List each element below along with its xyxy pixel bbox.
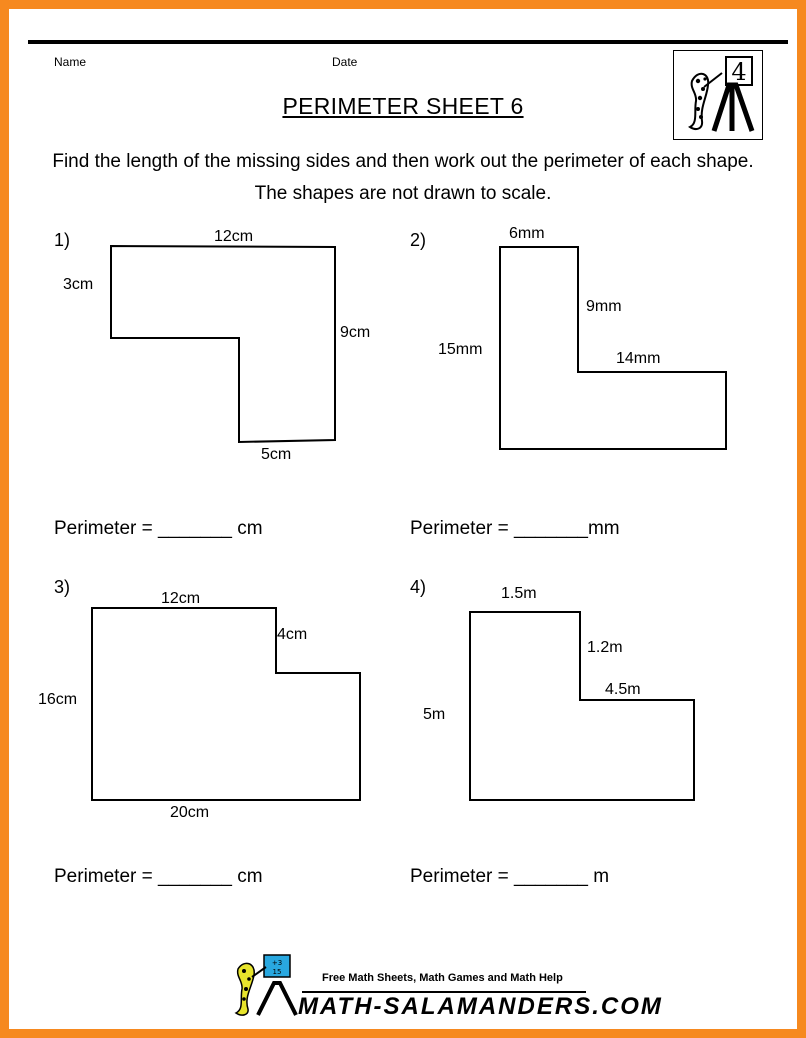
q2-label-inner-horizontal: 14mm: [616, 350, 661, 367]
q1-label-left: 3cm: [63, 276, 94, 293]
shape-1-outline: [111, 246, 335, 442]
instructions: Find the length of the missing sides and then work out the perimeter of each shape. The shapes are not drawn to scale.: [52, 151, 754, 204]
question-3-number: 3): [54, 577, 71, 597]
q2-perimeter-answer[interactable]: Perimeter = _______mm: [410, 518, 620, 539]
q4-label-inner-vertical: 1.2m: [587, 639, 623, 656]
shape-2-outline: [500, 247, 726, 449]
svg-text:+3: +3: [271, 959, 283, 967]
question-4-number: 4): [410, 577, 427, 597]
shape-4-outline: [470, 612, 694, 800]
q4-label-left: 5m: [423, 706, 446, 723]
worksheet-page: [9, 9, 797, 1029]
svg-text:15: 15: [272, 968, 282, 976]
footer-logo: [224, 949, 663, 1020]
shape-3-outline: [92, 608, 360, 800]
footer-tagline: Free Math Sheets, Math Games and Math Help: [322, 972, 563, 984]
q3-label-bottom: 20cm: [170, 804, 210, 821]
salamander-mascot-icon: [224, 949, 304, 1019]
q3-label-notch: 4cm: [277, 626, 308, 643]
q1-label-top: 12cm: [214, 228, 254, 245]
q4-label-top: 1.5m: [501, 585, 537, 602]
q2-label-inner-vertical: 9mm: [586, 298, 622, 315]
q2-label-left: 15mm: [438, 341, 483, 358]
q1-perimeter-answer[interactable]: Perimeter = _______ cm: [54, 518, 263, 539]
date-label: Date: [332, 55, 358, 69]
grade-number: 4: [731, 58, 747, 86]
q4-perimeter-answer[interactable]: Perimeter = _______ m: [410, 866, 610, 887]
q1-label-right: 9cm: [340, 324, 371, 341]
q4-label-inner-horizontal: 4.5m: [605, 681, 641, 698]
q3-label-top: 12cm: [161, 590, 201, 607]
page-title: PERIMETER SHEET 6: [282, 93, 524, 119]
question-2-number: 2): [410, 230, 427, 250]
question-1-number: 1): [54, 230, 71, 250]
name-label: Name: [54, 55, 87, 69]
q3-label-left: 16cm: [38, 691, 78, 708]
q1-label-bottom: 5cm: [261, 446, 292, 463]
footer-site-name[interactable]: MATH-SALAMANDERS.COM: [298, 993, 663, 1020]
q3-perimeter-answer[interactable]: Perimeter = _______ cm: [54, 866, 263, 887]
q2-label-top: 6mm: [509, 225, 545, 242]
